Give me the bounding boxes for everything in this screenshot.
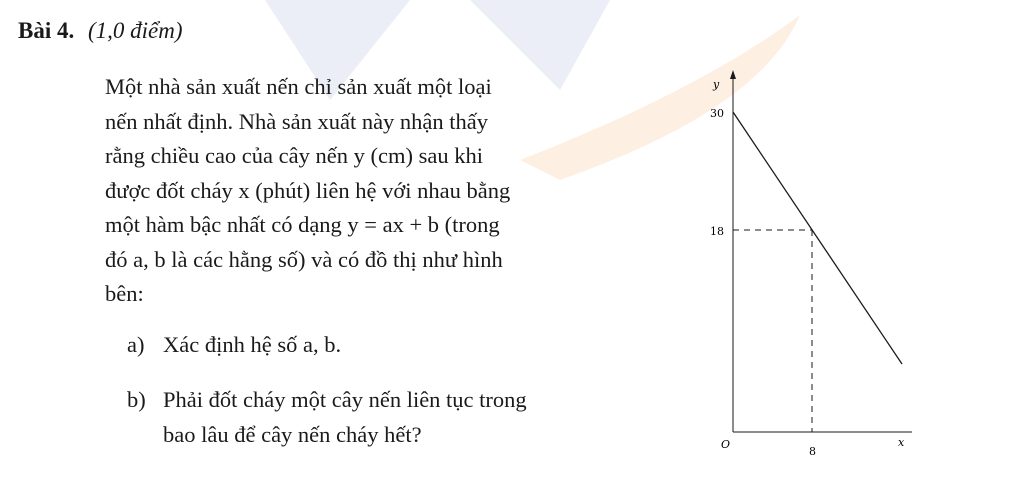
part-b-text-line2: bao lâu để cây nến cháy hết? bbox=[163, 421, 422, 447]
statement-line: đó a, b là các hằng số) và có đồ thị như hình bbox=[105, 246, 503, 272]
x-axis-label: x bbox=[898, 436, 905, 449]
statement-line: Một nhà sản xuất nến chỉ sản xuất một loại bbox=[105, 74, 492, 99]
statement-line: bên: bbox=[105, 281, 144, 306]
part-b-label: b) bbox=[127, 387, 146, 412]
x-tick-label-8: 8 bbox=[809, 445, 816, 458]
problem-number: Bài 4. bbox=[18, 18, 75, 43]
statement-line: được đốt cháy x (phút) liên hệ với nhau bằng bbox=[105, 177, 511, 203]
y-tick-label-18: 18 bbox=[710, 225, 724, 238]
origin-label: O bbox=[721, 438, 731, 451]
function-line bbox=[733, 112, 902, 364]
problem-points: (1,0 điểm) bbox=[87, 18, 183, 43]
statement-line: rằng chiều cao của cây nến y (cm) sau khi bbox=[105, 143, 483, 168]
part-b-text-line1: Phải đốt cháy một cây nến liên tục trong bbox=[163, 387, 527, 412]
part-a-label: a) bbox=[127, 332, 145, 357]
y-axis-arrow bbox=[730, 70, 736, 79]
statement-line: nến nhất định. Nhà sản xuất này nhận thấy bbox=[105, 108, 489, 134]
statement-line: một hàm bậc nhất có dạng y = ax + b (trong bbox=[105, 212, 500, 237]
part-a-text: Xác định hệ số a, b. bbox=[163, 332, 342, 357]
y-axis-label: y bbox=[713, 78, 720, 91]
y-tick-label-30: 30 bbox=[710, 107, 724, 120]
